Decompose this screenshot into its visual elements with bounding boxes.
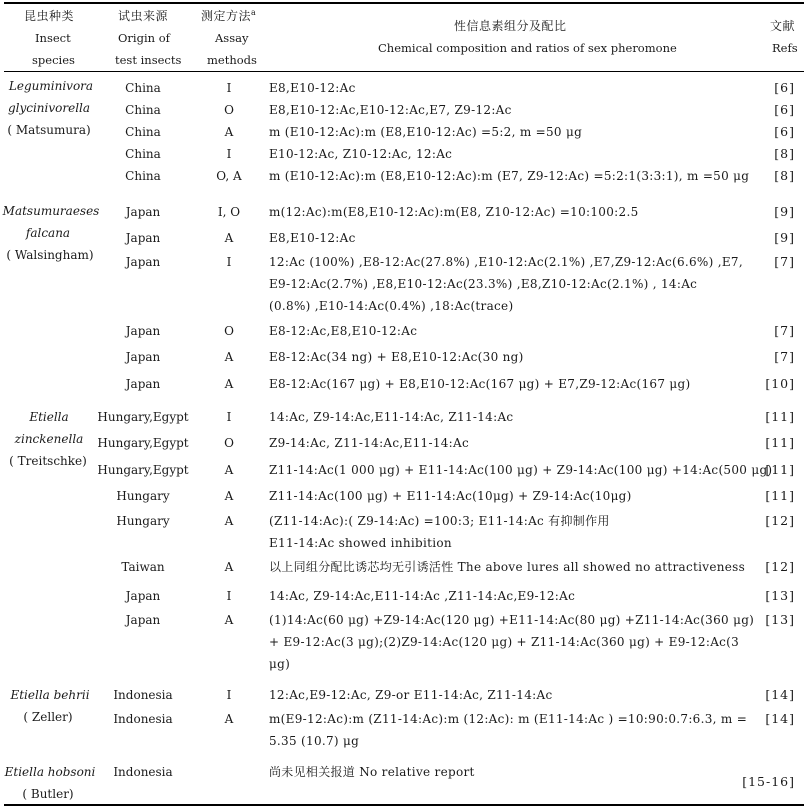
origin-cell: China	[125, 103, 161, 117]
reference-cell: [13]	[765, 588, 795, 603]
header-origin-cn: 试虫来源	[118, 9, 169, 23]
origin-cell: Japan	[125, 231, 161, 245]
header-method-en2: methods	[207, 53, 257, 67]
reference-cell: [12]	[765, 513, 795, 528]
method-cell: O	[224, 103, 234, 117]
species-name: falcana	[25, 226, 71, 240]
origin-cell: Hungary	[116, 514, 170, 528]
method-cell: O	[224, 436, 234, 450]
method-cell: I	[226, 688, 232, 702]
composition-line: E8,E10-12:Ac	[269, 231, 356, 245]
reference-cell: [11]	[765, 409, 795, 424]
origin-cell: Hungary,Egypt	[97, 436, 189, 450]
header-species-en2: species	[32, 53, 75, 67]
composition-line: 14:Ac, Z9-14:Ac,E11-14:Ac, Z11-14:Ac	[269, 410, 514, 424]
header-species-en1: Insect	[35, 31, 71, 45]
method-cell: I	[226, 589, 232, 603]
reference-cell: [11]	[765, 488, 795, 503]
origin-cell: Japan	[125, 324, 161, 338]
reference-cell: [9]	[774, 230, 795, 245]
header-method-en1: Assay	[215, 31, 249, 45]
species-name: Etiella behrii	[10, 688, 90, 702]
composition-line: E11-14:Ac showed inhibition	[269, 536, 452, 550]
method-cell: I, O	[217, 205, 241, 219]
origin-cell: Japan	[125, 205, 161, 219]
method-cell: A	[224, 350, 234, 364]
reference-cell: [11]	[765, 462, 795, 477]
origin-cell: Indonesia	[113, 688, 173, 702]
origin-cell: China	[125, 169, 161, 183]
reference-cell: [14]	[765, 687, 795, 702]
composition-line: (0.8%) ,E10-14:Ac(0.4%) ,18:Ac(trace)	[269, 299, 514, 313]
composition-line: (1)14:Ac(60 μg) +Z9-14:Ac(120 μg) +E11-14:Ac(80 μg) +Z11-14:Ac(360 μg)	[269, 613, 755, 627]
composition-line: 尚未见相关报道 No relative report	[269, 765, 475, 779]
composition-line: 12:Ac,E9-12:Ac, Z9-or E11-14:Ac, Z11-14:Ac	[269, 688, 553, 702]
header-origin-en1: Origin of	[118, 31, 170, 45]
origin-cell: Japan	[125, 613, 161, 627]
species-name: glycinivorella	[7, 101, 91, 115]
method-cell: I	[226, 147, 232, 161]
header-species-cn: 昆虫种类	[24, 9, 75, 23]
composition-line: 12:Ac (100%) ,E8-12:Ac(27.8%) ,E10-12:Ac(2.1%) ,E7,Z9-12:Ac(6.6%) ,E7,	[269, 255, 743, 269]
reference-cell: [7]	[774, 254, 795, 269]
header-method-cn: 测定方法$^a$	[201, 8, 257, 23]
method-cell: O	[224, 324, 234, 338]
species-name: Etiella	[29, 410, 69, 424]
composition-line: E9-12:Ac(2.7%) ,E8,E10-12:Ac(23.3%) ,E8,Z10-12:Ac(2.1%) , 14:Ac	[269, 277, 698, 291]
method-cell: A	[224, 560, 234, 574]
species-author: ( Butler)	[22, 787, 74, 801]
composition-line: m(12:Ac):m(E8,E10-12:Ac):m(E8, Z10-12:Ac) =10:100:2.5	[269, 205, 639, 219]
composition-line: Z11-14:Ac(100 μg) + E11-14:Ac(10μg) + Z9-14:Ac(10μg)	[269, 489, 632, 503]
origin-cell: Indonesia	[113, 712, 173, 726]
method-cell: I	[226, 410, 232, 424]
method-cell: A	[224, 125, 234, 139]
method-cell: O, A	[216, 169, 242, 183]
composition-line: E10-12:Ac, Z10-12:Ac, 12:Ac	[269, 147, 453, 161]
reference-cell: [13]	[765, 612, 795, 627]
origin-cell: Japan	[125, 377, 161, 391]
header-composition-cn: 性信息素组分及配比	[454, 19, 567, 33]
method-cell: A	[224, 489, 234, 503]
method-cell: A	[224, 377, 234, 391]
reference-cell: [8]	[774, 168, 795, 183]
reference-cell: [14]	[765, 711, 795, 726]
composition-line: 14:Ac, Z9-14:Ac,E11-14:Ac ,Z11-14:Ac,E9-12:Ac	[269, 589, 576, 603]
origin-cell: China	[125, 125, 161, 139]
species-name: Matsumuraeses	[2, 204, 100, 218]
reference-cell: [6]	[774, 102, 795, 117]
composition-line: Z9-14:Ac, Z11-14:Ac,E11-14:Ac	[269, 436, 470, 450]
composition-line: m(E9-12:Ac):m (Z11-14:Ac):m (12:Ac): m (E11-14:Ac ) =10:90:0.7:6.3, m =	[269, 712, 748, 726]
table-top-rule	[4, 2, 804, 4]
method-cell: I	[226, 255, 232, 269]
origin-cell: Japan	[125, 350, 161, 364]
origin-cell: China	[125, 147, 161, 161]
origin-cell: Japan	[125, 589, 161, 603]
composition-line: E8,E10-12:Ac	[269, 81, 356, 95]
method-cell: A	[224, 463, 234, 477]
species-name: zinckenella	[14, 432, 84, 446]
reference-cell: [6]	[774, 124, 795, 139]
composition-line: (Z11-14:Ac):( Z9-14:Ac) =100:3; E11-14:Ac 有抑制作用	[269, 514, 610, 528]
reference-cell: [7]	[774, 323, 795, 338]
method-cell: A	[224, 613, 234, 627]
composition-line: m (E10-12:Ac):m (E8,E10-12:Ac):m (E7, Z9-12:Ac) =5:2:1(3:3:1), m =50 μg	[269, 169, 750, 183]
method-cell: A	[224, 514, 234, 528]
composition-line: 5.35 (10.7) μg	[269, 734, 360, 748]
reference-cell: [11]	[765, 435, 795, 450]
composition-line: Z11-14:Ac(1 000 μg) + E11-14:Ac(100 μg) + Z9-14:Ac(100 μg) +14:Ac(500 μg)	[269, 463, 773, 477]
header-composition-en: Chemical composition and ratios of sex pheromone	[378, 41, 677, 55]
origin-cell: Hungary,Egypt	[97, 463, 189, 477]
method-cell: I	[226, 81, 232, 95]
origin-cell: Japan	[125, 255, 161, 269]
composition-line: μg)	[269, 657, 291, 671]
composition-line: E8-12:Ac(34 ng) + E8,E10-12:Ac(30 ng)	[269, 350, 524, 364]
origin-cell: Taiwan	[121, 560, 165, 574]
composition-line: E8,E10-12:Ac,E10-12:Ac,E7, Z9-12:Ac	[269, 103, 512, 117]
species-name: Etiella hobsoni	[4, 765, 96, 779]
species-author: ( Treitschke)	[9, 454, 87, 468]
composition-line: + E9-12:Ac(3 μg);(2)Z9-14:Ac(120 μg) + Z11-14:Ac(360 μg) + E9-12:Ac(3	[269, 635, 740, 649]
header-origin-en2: test insects	[115, 53, 182, 67]
method-cell: A	[224, 231, 234, 245]
reference-cell: [12]	[765, 559, 795, 574]
origin-cell: Hungary,Egypt	[97, 410, 189, 424]
header-refs-en: Refs	[772, 41, 798, 55]
composition-line: E8-12:Ac,E8,E10-12:Ac	[269, 324, 418, 338]
table-bottom-rule	[4, 804, 804, 806]
species-author: ( Zeller)	[23, 710, 73, 724]
reference-cell: [15-16]	[742, 774, 795, 789]
origin-cell: Hungary	[116, 489, 170, 503]
origin-cell: China	[125, 81, 161, 95]
composition-line: 以上同组分配比诱芯均无引诱活性 The above lures all showed no attractiveness	[269, 560, 746, 574]
reference-cell: [9]	[774, 204, 795, 219]
method-cell: A	[224, 712, 234, 726]
reference-cell: [8]	[774, 146, 795, 161]
composition-line: m (E10-12:Ac):m (E8,E10-12:Ac) =5:2, m =50 μg	[269, 125, 583, 139]
species-author: ( Walsingham)	[6, 248, 94, 262]
species-name: Leguminivora	[8, 79, 94, 93]
composition-line: E8-12:Ac(167 μg) + E8,E10-12:Ac(167 μg) + E7,Z9-12:Ac(167 μg)	[269, 377, 691, 391]
reference-cell: [10]	[765, 376, 795, 391]
header-refs-cn: 文献	[770, 19, 796, 33]
reference-cell: [7]	[774, 349, 795, 364]
reference-cell: [6]	[774, 80, 795, 95]
origin-cell: Indonesia	[113, 765, 173, 779]
table-header-rule	[4, 71, 804, 72]
species-author: ( Matsumura)	[7, 123, 91, 137]
